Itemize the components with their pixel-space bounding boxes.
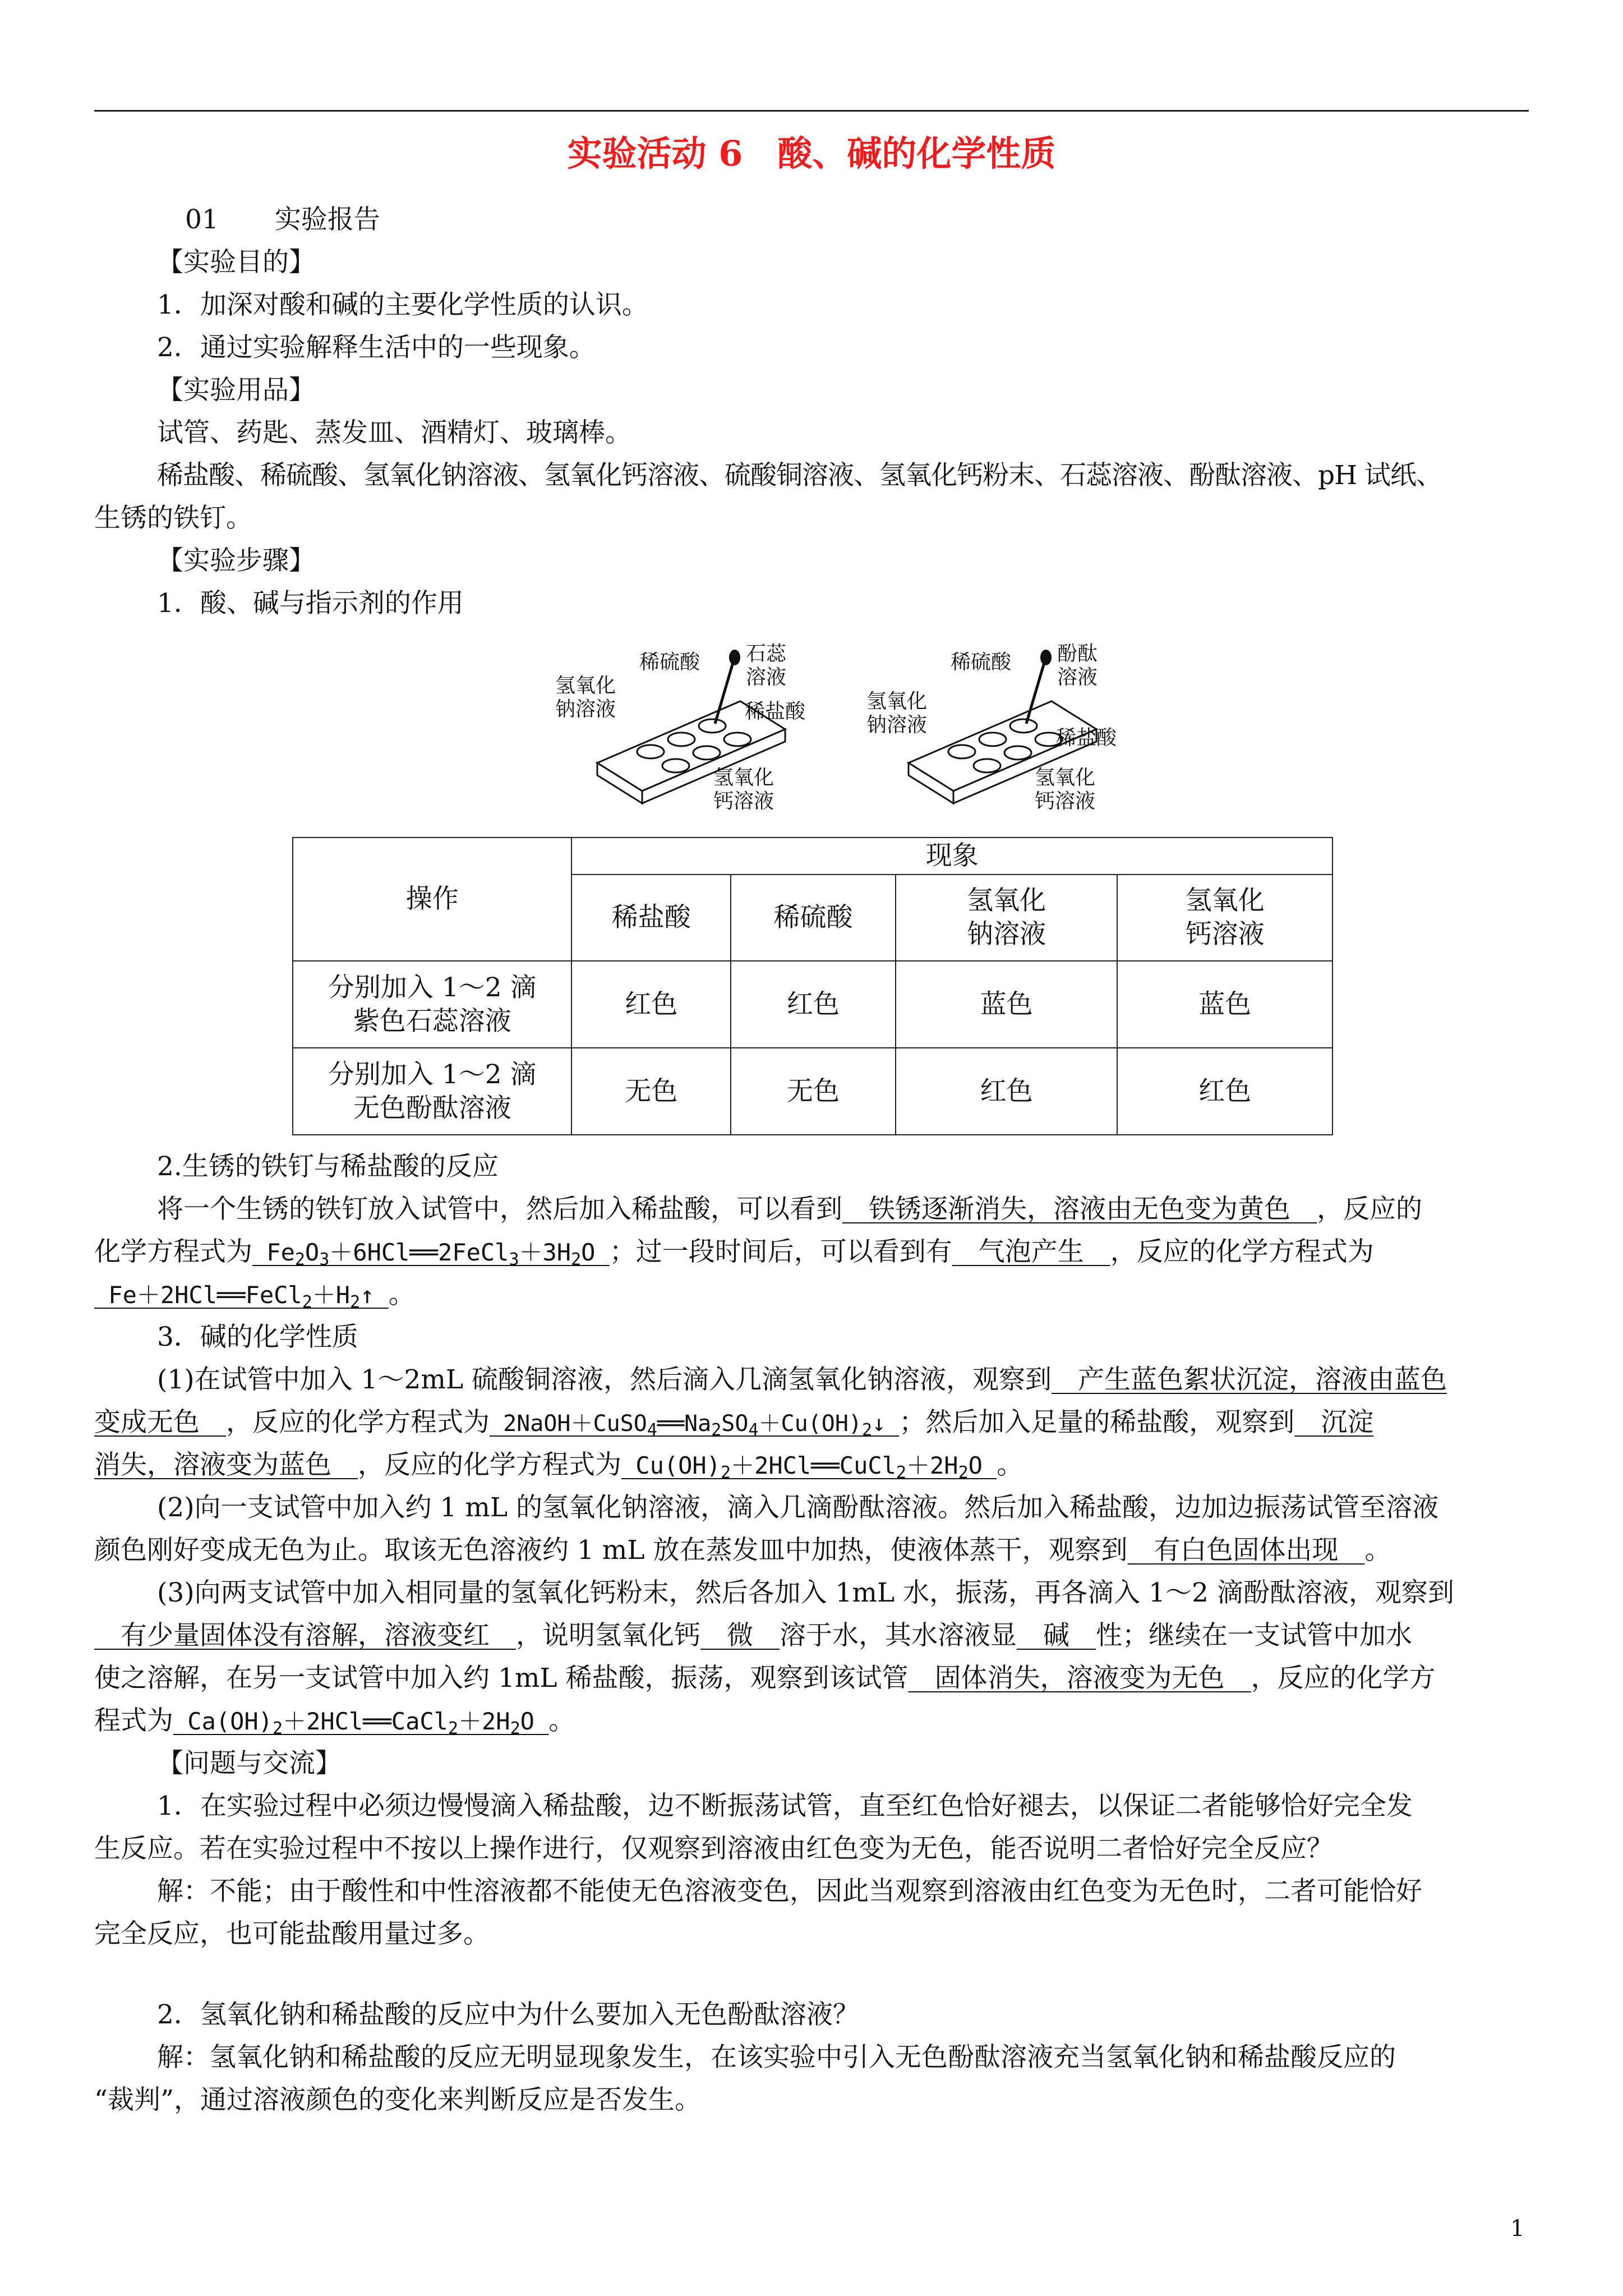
answer-blank: 气泡产生 [978,1236,1084,1267]
table-row [293,961,1332,1048]
answer-2-line1: 解：氢氧化钠和稀盐酸的反应无明显现象发生，在该实验中引入无色酚酞溶液充当氢氧化钠和稀盐酸反应的 [157,2042,1396,2073]
step1-title: 1．酸、碱与指示剂的作用 [157,588,464,619]
page-number: 1 [1510,2216,1525,2242]
step2-line1: 将一个生锈的铁钉放入试管中，然后加入稀盐酸，可以看到 铁锈逐渐消失，溶液由无色变为黄色 ，反应的 [157,1194,1422,1225]
step3-1-line1: (1)在试管中加入 1～2mL 硫酸铜溶液，然后滴入几滴氢氧化钠溶液，观察到 产生蓝色絮状沉淀，溶液由蓝色 [157,1364,1447,1395]
label-caoh-2: 钙溶液 [713,790,774,813]
label-litmus-1: 石蕊 [746,642,787,665]
label-dilute-hcl: 稀盐酸 [1056,726,1117,749]
table-cell: 蓝色 [896,961,1118,1048]
heading-materials: 【实验用品】 [157,375,315,406]
label-dilute-sulfuric: 稀硫酸 [639,651,700,674]
heading-purpose: 【实验目的】 [157,247,315,278]
table-cell: 红色 [1117,1048,1332,1135]
step3-3-line2: 有少量固体没有溶解，溶液变红 ，说明氢氧化钙 微 溶于水，其水溶液显 碱 性；继续在一支试管中加水 [94,1619,1412,1653]
answer-blank: 铁锈逐渐消失，溶液由无色变为黄色 [869,1194,1290,1225]
label-naoh-1: 氢氧化 [555,674,616,697]
step3-1-line2: 变成无色 ，反应的化学方程式为 $2NaOH+CuSO_4══Na_2SO_4+Cu(OH)_2↓$ ；然后加入足量的稀盐酸，观察到 沉淀 [94,1407,1374,1440]
spot-plate-figure-litmus [555,639,819,830]
label-naoh-2: 钠溶液 [555,698,616,721]
step3-title: 3．碱的化学性质 [157,1322,358,1352]
section-header: 01 实验报告 [185,204,380,235]
label-dilute-sulfuric: 稀硫酸 [951,651,1012,674]
answer-blank: 变成无色 [94,1407,200,1438]
label-litmus-2: 溶液 [746,666,787,689]
label-caoh-2: 钙溶液 [1035,790,1096,813]
step3-2-line1: (2)向一支试管中加入约 1 mL 的氢氧化钠溶液，滴入几滴酚酞溶液。然后加入稀盐酸，边加边振荡试管至溶液 [157,1492,1439,1523]
answer-2-line2: “裁判”，通过溶液颜色的变化来判断反应是否发生。 [94,2085,702,2115]
step3-3-line4: 程式为 $Ca(OH)_2+2HCl══CaCl_2+2H_2O$ 。 [94,1705,575,1738]
purpose-2: 2．通过实验解释生活中的一些现象。 [157,332,596,363]
col-header: 氢氧化 钙溶液 [1117,875,1332,961]
answer-1-line1: 解：不能；由于酸性和中性溶液都不能使无色溶液变色，因此当观察到溶液由红色变为无色时，二者可能恰好 [157,1876,1422,1907]
equation-blank: $2NaOH+CuSO_4══Na_2SO_4+Cu(OH)_2↓$ [490,1411,900,1440]
step2-title: 2.生锈的铁钉与稀盐酸的反应 [157,1151,499,1182]
indicator-results-table [292,837,1333,1135]
answer-blank: 产生蓝色絮状沉淀，溶液由蓝色 [1078,1364,1447,1395]
label-dilute-hcl: 稀盐酸 [745,700,806,723]
step3-3-line3: 使之溶解，在另一支试管中加入约 1mL 稀盐酸，振荡，观察到该试管 固体消失，溶液变为无色 ，反应的化学方 [94,1663,1436,1694]
answer-blank: 沉淀 [1321,1407,1374,1438]
table-cell: 红色 [571,961,731,1048]
materials-1: 试管、药匙、蒸发皿、酒精灯、玻璃棒。 [157,417,631,448]
answer-blank: 固体消失，溶液变为无色 [934,1663,1225,1694]
answer-blank: 有少量固体没有溶解，溶液变红 [121,1620,490,1651]
equation-blank: $Cu(OH)_2+2HCl══CuCl_2+2H_2O$ [621,1452,997,1483]
label-caoh-1: 氢氧化 [713,766,774,789]
heading-steps: 【实验步骤】 [157,545,315,576]
answer-blank: 消失，溶液变为蓝色 [94,1450,331,1480]
top-rule [94,110,1529,112]
answer-1-line2: 完全反应，也可能盐酸用量过多。 [94,1918,490,1949]
table-row [293,1048,1332,1135]
question-1-line1: 1．在实验过程中必须边慢慢滴入稀盐酸，边不断振荡试管，直至红色恰好褪去，以保证二者能够恰好完全发 [157,1791,1413,1821]
step2-line2: 化学方程式为 $Fe_2O_3+6HCl══2FeCl_3+3H_2O$ ；过一段时间后，可以看到有 气泡产生 ，反应的化学方程式为 [94,1236,1374,1269]
equation-blank: $Fe+2HCl══FeCl_2+H_2↑$ [94,1281,389,1312]
equation-blank: $Fe_2O_3+6HCl══2FeCl_3+3H_2O$ [252,1239,610,1269]
row-operation: 分别加入 1～2 滴 紫色石蕊溶液 [293,961,571,1048]
question-1-line2: 生反应。若在实验过程中不按以上操作进行，仅观察到溶液由红色变为无色，能否说明二者恰好完全反应？ [94,1833,1333,1864]
answer-blank: 碱 [1043,1620,1069,1651]
header-operation: 操作 [293,838,571,961]
col-header: 稀盐酸 [571,875,731,961]
header-phenomenon: 现象 [571,838,1332,875]
heading-discussion: 【问题与交流】 [157,1748,342,1779]
materials-3: 生锈的铁钉。 [94,503,252,533]
table-cell: 红色 [896,1048,1118,1135]
label-naoh-1: 氢氧化 [866,690,928,713]
table-cell: 蓝色 [1117,961,1332,1048]
label-caoh-1: 氢氧化 [1035,766,1096,789]
equation-blank: $Ca(OH)_2+2HCl══CaCl_2+2H_2O$ [173,1708,549,1738]
col-header: 氢氧化 钠溶液 [896,875,1118,961]
table-cell: 红色 [731,961,896,1048]
answer-blank: 微 [727,1620,753,1651]
answer-blank: 有白色固体出现 [1154,1535,1339,1566]
step3-1-line3: 消失，溶液变为蓝色 ，反应的化学方程式为 $Cu(OH)_2+2HCl══CuCl_2+2H_2O$ 。 [94,1450,1023,1483]
step3-2-line2: 颜色刚好变成无色为止。取该无色溶液约 1 mL 放在蒸发皿中加热，使液体蒸干，观察到 有白色固体出现 。 [94,1535,1391,1566]
col-header: 稀硫酸 [731,875,896,961]
purpose-1: 1．加深对酸和碱的主要化学性质的认识。 [157,289,648,320]
label-phenolphthalein-2: 溶液 [1057,666,1098,689]
table-cell: 无色 [571,1048,731,1135]
row-operation: 分别加入 1～2 滴 无色酚酞溶液 [293,1048,571,1135]
materials-2: 稀盐酸、稀硫酸、氢氧化钠溶液、氢氧化钙溶液、硫酸铜溶液、氢氧化钙粉末、石蕊溶液、酚酞溶液、pH 试纸、 [157,460,1442,491]
step2-line3: $Fe+2HCl══FeCl_2+H_2↑$ 。 [94,1279,415,1312]
question-2: 2．氢氧化钠和稀盐酸的反应中为什么要加入无色酚酞溶液？ [157,1999,859,2030]
step3-3-line1: (3)向两支试管中加入相同量的氢氧化钙粉末，然后各加入 1mL 水，振荡，再各滴入 1～2 滴酚酞溶液，观察到 [157,1577,1454,1608]
spot-plate-figure-phenolphthalein [866,639,1130,830]
page-title: 实验活动 6 酸、碱的化学性质 [567,133,1056,174]
label-phenolphthalein-1: 酚酞 [1057,642,1098,665]
table-cell: 无色 [731,1048,896,1135]
label-naoh-2: 钠溶液 [866,714,928,737]
